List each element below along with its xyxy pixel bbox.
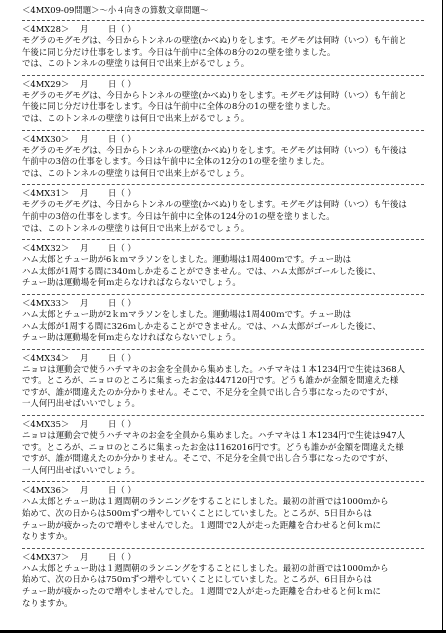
month-label: 月 <box>80 297 89 308</box>
day-label: 日（ ） <box>108 78 136 89</box>
problem-section <box>22 294 434 344</box>
problem-title <box>22 24 434 35</box>
dashed-divider <box>22 481 424 482</box>
day-label: 日（ ） <box>108 419 136 430</box>
problem-text-line: 午前中の3倍の仕事をします。今日は午前中に全体の124分の1の壁を塗りました。 <box>22 210 335 221</box>
dashed-divider <box>22 20 424 21</box>
dashed-divider <box>22 184 424 185</box>
month-label: 月 <box>80 188 89 199</box>
problem-text-line: モグラのモグモグは、今日からトンネルの壁塗(かべぬ)りをします。モグモグは何時（いつ）も午後は <box>22 144 407 155</box>
month-label: 月 <box>80 78 89 89</box>
problem-text-line: 午後に同じ分だけ仕事をします。今日は午前中に全体の8分の1の壁を塗りました。 <box>22 101 336 112</box>
problem-id: ＜4MX37＞ <box>22 551 70 562</box>
problem-text-line: なりますか。 <box>22 531 73 542</box>
problem-id: ＜4MX36＞ <box>22 485 70 496</box>
problem-text-line: では、このトンネルの壁塗りは何日で出来上がるでしょう。 <box>22 58 250 69</box>
problem-title <box>22 419 434 430</box>
problem-text-line: モグラのモグモグは、今日からトンネルの壁塗(かべぬ)りをします。モグモグは何時（いつ）も午前と <box>22 89 407 100</box>
problem-title <box>22 298 434 309</box>
problem-section <box>22 415 434 476</box>
problem-text-line: 午前中の3倍の仕事をします。今日は午前中に全体の12分の1の壁を塗りました。 <box>22 156 330 167</box>
document-header: ＜4MX09-09問題＞〜小４向きの算数文章問題〜 <box>22 5 209 15</box>
problem-text-line: ハム太郎とチュー助は１週間朝のランニングをすることにしました。最初の計画では1000ｍから <box>22 496 389 507</box>
problem-id: ＜4MX34＞ <box>22 352 70 363</box>
problem-text-line: ニョロは運動会で使うハチマキのお金を全員から集めました。ハチマキは１本1234円で生徒は368人 <box>22 363 406 374</box>
problem-section <box>22 130 434 180</box>
dashed-divider <box>22 130 424 131</box>
problem-id: ＜4MX32＞ <box>22 243 70 254</box>
problem-section <box>22 184 434 234</box>
problem-id: ＜4MX29＞ <box>22 78 70 89</box>
month-label: 月 <box>80 24 89 34</box>
day-label: 日（ ） <box>108 352 136 363</box>
month-label: 月 <box>80 133 89 144</box>
dashed-divider <box>22 294 424 295</box>
dashed-divider <box>22 75 424 76</box>
problem-text-line: モグラのモグモグは、今日からトンネルの壁塗(かべぬ)りをします。モグモグは何時（いつ）も午前と <box>22 35 407 45</box>
month-label: 月 <box>80 485 89 496</box>
problem-text-line: なりますか。 <box>22 597 73 608</box>
day-label: 日（ ） <box>108 133 136 144</box>
problem-text-line: ハム太郎が1周する間に340ｍしか走ることができません。では、ハム太郎がゴールした後に、 <box>22 265 381 276</box>
day-label: 日（ ） <box>108 551 136 562</box>
problem-text-line: では、このトンネルの壁塗りは何日で出来上がるでしょう。 <box>22 167 250 178</box>
problem-list <box>22 20 434 609</box>
problem-text-line: チュー助は運動場を何ｍ走らなければならないでしょう。 <box>22 332 241 343</box>
dashed-divider <box>22 548 424 549</box>
problem-text-line: チュー助は運動場を何ｍ走らなければならないでしょう。 <box>22 277 241 288</box>
problem-section <box>22 20 434 70</box>
day-label: 日（ ） <box>108 485 136 496</box>
problem-id: ＜4MX28＞ <box>22 24 70 34</box>
problem-id: ＜4MX33＞ <box>22 297 70 308</box>
dashed-divider <box>22 349 424 350</box>
day-label: 日（ ） <box>108 188 136 199</box>
problem-text-line: チュー助が疲かったので増やしませんでした。１週間で2人が走った距離を合わせると何ｋｍに <box>22 586 381 596</box>
dashed-divider <box>22 415 424 416</box>
problem-id: ＜4MX31＞ <box>22 188 70 199</box>
day-label: 日（ ） <box>108 297 136 308</box>
month-label: 月 <box>80 419 89 430</box>
problem-text-line: 始めて、次の日からは750ｍずつ増やしていくことにしていました。ところが、6日目からは <box>22 574 372 585</box>
problem-title <box>22 243 434 254</box>
dashed-divider <box>22 239 424 240</box>
problem-title <box>22 353 434 364</box>
problem-title <box>22 134 434 145</box>
problem-text-line: 一人何円出せばいいでしょう。 <box>22 464 140 475</box>
problem-section <box>22 548 434 609</box>
month-label: 月 <box>80 352 89 363</box>
problem-text-line: では、このトンネルの壁塗りは何日で出来上がるでしょう。 <box>22 222 250 233</box>
problem-title <box>22 79 434 90</box>
problem-title <box>22 188 434 199</box>
page-border-right <box>442 0 443 633</box>
problem-text-line: です。ところが、ニョロのところに集まったお金は447120円です。どうも誰かが金額を間違えた様 <box>22 375 399 386</box>
problem-section <box>22 349 434 410</box>
problem-text-line: ハム太郎とチュー助は１週間朝のランニングをすることにしました。最初の計画では1000ｍから <box>22 562 389 573</box>
problem-text-line: モグラのモグモグは、今日からトンネルの壁塗(かべぬ)りをします。モグモグは何時（いつ）も午後は <box>22 199 407 210</box>
day-label: 日（ ） <box>108 243 136 254</box>
problem-text-line: ですが、誰が間違えたのか分かりません。そこで、不足分を全員で出し合う事になったのですが、 <box>22 453 394 464</box>
problem-text-line: です。ところが、ニョロのところに集まったお金は1162016円です。どうも誰かが金額を間違えた様 <box>22 441 404 452</box>
problem-text-line: ハム太郎とチュー助が2ｋｍマラソンをしました。運動場は1周400ｍです。チュー助は <box>22 308 352 319</box>
problem-text-line: ハム太郎とチュー助が6ｋｍマラソンをしました。運動場は1周400ｍです。チュー助は <box>22 254 352 265</box>
problem-text-line: ですが、誰が間違えたのか分かりません。そこで、不足分を全員で出し合う事になったのですが、 <box>22 386 394 397</box>
problem-text-line: では、このトンネルの壁塗りは何日で出来上がるでしょう。 <box>22 112 250 123</box>
problem-title <box>22 552 434 563</box>
problem-section <box>22 481 434 542</box>
problem-id: ＜4MX35＞ <box>22 419 70 430</box>
problem-text-line: 始めて、次の日からは500ｍずつ増やしていくことにしていました。ところが、5日目からは <box>22 508 372 519</box>
problem-text-line: ハム太郎が1周する間に326ｍしか走ることができません。では、ハム太郎がゴールした後に、 <box>22 320 381 331</box>
problem-title <box>22 485 434 496</box>
month-label: 月 <box>80 551 89 562</box>
problem-text-line: ニョロは運動会で使うハチマキのお金を全員から集めました。ハチマキは１本1234円で生徒は947人 <box>22 430 406 441</box>
problem-id: ＜4MX30＞ <box>22 133 70 144</box>
problem-section <box>22 239 434 289</box>
problem-text-line: 午後に同じ分だけ仕事をします。今日は午前中に全体の8分の2の壁を塗りました。 <box>22 46 336 57</box>
problem-text-line: チュー助が疲かったので増やしませんでした。１週間で2人が走った距離を合わせると何ｋｍに <box>22 519 381 530</box>
problem-section <box>22 75 434 125</box>
month-label: 月 <box>80 243 89 254</box>
problem-text-line: 一人何円出せばいいでしょう。 <box>22 398 140 409</box>
day-label: 日（ ） <box>108 24 136 34</box>
